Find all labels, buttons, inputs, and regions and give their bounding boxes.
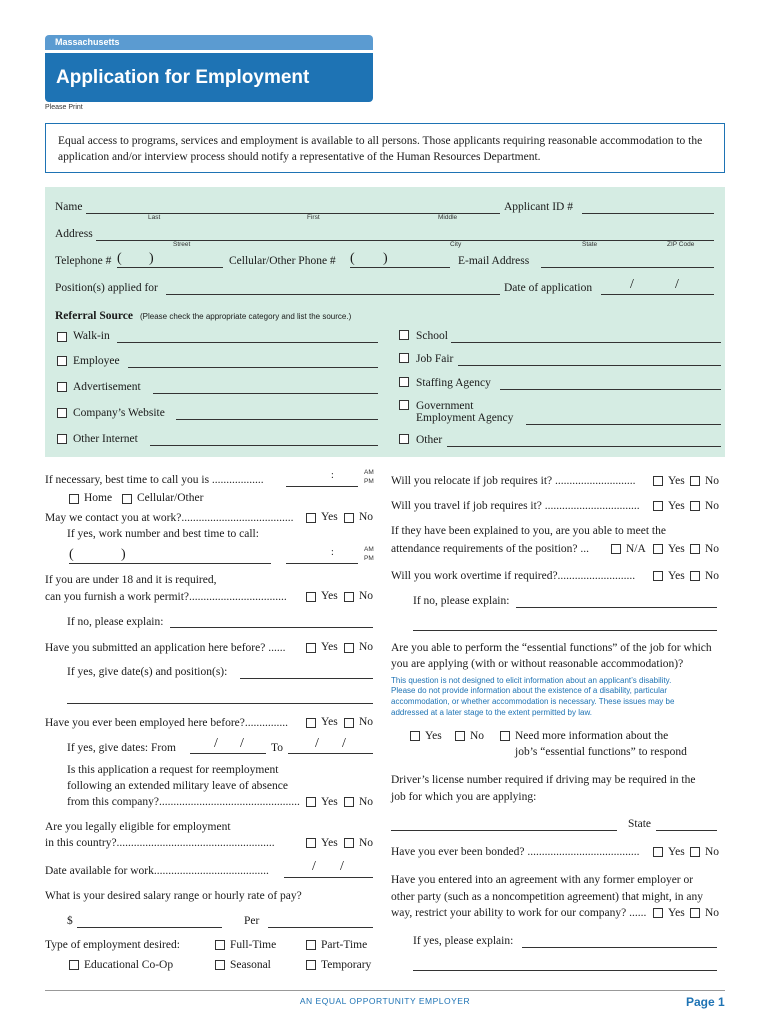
work-permit-yes-checkbox[interactable] <box>306 592 316 602</box>
overtime-no-checkbox[interactable] <box>690 571 700 581</box>
bonded-no-checkbox[interactable] <box>690 847 700 857</box>
middle-label: Middle <box>438 214 458 221</box>
employed-before-label: Have you ever been employed here before?............... <box>45 717 288 729</box>
form-title: Application for Employment <box>45 53 373 102</box>
attendance-yes-checkbox[interactable] <box>653 544 663 554</box>
overtime-yes-checkbox[interactable] <box>653 571 663 581</box>
internet-label: Other Internet <box>73 433 138 445</box>
government-label: Government <box>416 400 474 412</box>
permit-if-no-label: If no, please explain: <box>67 616 164 628</box>
agreement-label-2: other party (such as a noncompetition agreement) that might, in any <box>391 891 704 903</box>
relocate-no-checkbox[interactable] <box>690 476 700 486</box>
contact-work-no-checkbox[interactable] <box>344 513 354 523</box>
date-application-label: Date of application <box>504 282 593 294</box>
submitted-dates-field-2[interactable] <box>67 703 373 704</box>
full-time-checkbox[interactable] <box>215 940 225 950</box>
date-slash-2: / <box>675 277 679 292</box>
from-slash-2: / <box>240 736 244 751</box>
jobfair-label: Job Fair <box>416 353 454 365</box>
reemployment-no-label: No <box>359 796 374 808</box>
eligible-no-label: No <box>359 837 374 849</box>
agreement-yes-checkbox[interactable] <box>653 908 663 918</box>
government-field[interactable] <box>526 424 721 425</box>
work-permit-no-checkbox[interactable] <box>344 592 354 602</box>
full-time-label: Full-Time <box>230 939 277 951</box>
telephone-field[interactable] <box>117 267 223 268</box>
license-state-field[interactable] <box>656 830 717 831</box>
pm-label-2: PM <box>364 555 374 562</box>
work-paren-close: ) <box>121 547 126 562</box>
walkin-checkbox[interactable] <box>57 332 67 342</box>
essential-no-label: No <box>470 730 485 742</box>
travel-no-checkbox[interactable] <box>690 501 700 511</box>
need-info-label-2: job’s “essential functions” to respond <box>515 746 687 758</box>
telephone-label: Telephone # <box>55 255 112 267</box>
best-time-field[interactable] <box>286 486 358 487</box>
agreement-no-label: No <box>705 907 720 919</box>
state-label: Massachusetts <box>45 35 373 50</box>
contact-work-yes-checkbox[interactable] <box>306 513 316 523</box>
cellular-field[interactable] <box>350 267 450 268</box>
advertisement-field[interactable] <box>153 393 378 394</box>
contact-work-yes-label: Yes <box>321 511 338 523</box>
dollar-label: $ <box>67 915 73 927</box>
employed-to-field[interactable] <box>288 753 373 754</box>
please-print-label: Please Print <box>45 104 83 111</box>
cellular-label: Cellular/Other Phone # <box>229 255 336 267</box>
seasonal-checkbox[interactable] <box>215 960 225 970</box>
employee-label: Employee <box>73 355 120 367</box>
submitted-if-yes-label: If yes, give date(s) and position(s): <box>67 666 228 678</box>
disclaimer-line-2: Please do not provide information about the existence of a disability, particular <box>391 686 668 695</box>
essential-yes-checkbox[interactable] <box>410 731 420 741</box>
employed-dates-label: If yes, give dates: From <box>67 742 176 754</box>
eligible-label-1: Are you legally eligible for employment <box>45 821 231 833</box>
reemployment-no-checkbox[interactable] <box>344 797 354 807</box>
equal-access-notice: Equal access to programs, services and employment is available to all persons. Those applicants requiring reasonable accommodation to the application and/or interview process should notify a representative of the Human Resources Department. <box>45 123 725 173</box>
school-checkbox[interactable] <box>399 330 409 340</box>
position-label: Position(s) applied for <box>55 282 158 294</box>
cellular-other-label: Cellular/Other <box>137 492 204 504</box>
applicant-id-field[interactable] <box>582 213 714 214</box>
advertisement-label: Advertisement <box>73 381 141 393</box>
license-number-field[interactable] <box>391 830 617 831</box>
overtime-explain-field-2[interactable] <box>413 630 717 631</box>
state-label-addr: State <box>582 241 598 248</box>
school-field[interactable] <box>451 342 721 343</box>
overtime-yes-label: Yes <box>668 570 685 582</box>
agreement-label-3: way, restrict your ability to work for our company? ...... <box>391 907 647 919</box>
per-label: Per <box>244 915 260 927</box>
need-info-label-1: Need more information about the <box>515 730 669 742</box>
attendance-label-2: attendance requirements of the position? ... <box>391 543 589 555</box>
other-field[interactable] <box>447 446 721 447</box>
staffing-field[interactable] <box>500 389 721 390</box>
under18-label-2: can you furnish a work permit?.................................. <box>45 591 287 603</box>
salary-label: What is your desired salary range or hourly rate of pay? <box>45 890 302 902</box>
attendance-no-checkbox[interactable] <box>690 544 700 554</box>
submitted-yes-checkbox[interactable] <box>306 643 316 653</box>
cellular-checkbox[interactable] <box>122 494 132 504</box>
temporary-checkbox[interactable] <box>306 960 316 970</box>
coop-label: Educational Co-Op <box>84 959 174 971</box>
temporary-label: Temporary <box>321 959 372 971</box>
website-label: Company’s Website <box>73 407 165 419</box>
bonded-label: Have you ever been bonded? ....................................... <box>391 846 640 858</box>
work-paren-open: ( <box>69 547 74 562</box>
overtime-explain-field[interactable] <box>516 607 717 608</box>
last-label: Last <box>148 214 161 221</box>
street-label: Street <box>173 241 191 248</box>
disclaimer-line-3: accommodation, or whether accommodation is necessary. These issues may be <box>391 697 675 706</box>
reemployment-label-1: Is this application a request for reemployment <box>67 764 279 776</box>
eoe-footer: AN EQUAL OPPORTUNITY EMPLOYER <box>299 996 471 1006</box>
avail-slash-1: / <box>312 859 316 874</box>
to-slash-2: / <box>342 736 346 751</box>
license-label-1: Driver’s license number required if driving may be required in the <box>391 774 696 786</box>
type-employment-label: Type of employment desired: <box>45 939 180 951</box>
employed-from-field[interactable] <box>190 753 266 754</box>
home-label: Home <box>84 492 113 504</box>
overtime-if-no-label: If no, please explain: <box>413 595 510 607</box>
page-number: Page 1 <box>686 995 725 1009</box>
date-available-label: Date available for work........................................ <box>45 865 269 877</box>
agreement-if-yes-label: If yes, please explain: <box>413 935 514 947</box>
relocate-label: Will you relocate if job requires it? ............................ <box>391 475 636 487</box>
other-label: Other <box>416 434 443 446</box>
bonded-yes-label: Yes <box>668 846 685 858</box>
submitted-no-checkbox[interactable] <box>344 643 354 653</box>
employed-yes-checkbox[interactable] <box>306 718 316 728</box>
relocate-yes-checkbox[interactable] <box>653 476 663 486</box>
disclaimer-line-1: This question is not designed to elicit information about an applicant’s disability. <box>391 676 672 685</box>
overtime-no-label: No <box>705 570 720 582</box>
submitted-yes-label: Yes <box>321 641 338 653</box>
to-slash-1: / <box>315 736 319 751</box>
salary-amount-field[interactable] <box>77 927 222 928</box>
contact-work-no-label: No <box>359 511 374 523</box>
submitted-before-label: Have you submitted an application here before? ...... <box>45 642 286 654</box>
applicant-info-panel <box>45 187 725 457</box>
part-time-checkbox[interactable] <box>306 940 316 950</box>
reemployment-yes-label: Yes <box>321 796 338 808</box>
referral-hint: (Please check the appropriate category and list the source.) <box>140 312 352 321</box>
work-time-field[interactable] <box>286 563 358 564</box>
cellular-paren-open: ( <box>350 251 355 266</box>
coop-checkbox[interactable] <box>69 960 79 970</box>
employed-no-label: No <box>359 716 374 728</box>
email-label: E-mail Address <box>458 255 530 267</box>
reemployment-label-3: from this company?................................................. <box>67 796 300 808</box>
travel-no-label: No <box>705 500 720 512</box>
eligible-yes-label: Yes <box>321 837 338 849</box>
attendance-yes-label: Yes <box>668 543 685 555</box>
submitted-no-label: No <box>359 641 374 653</box>
avail-slash-2: / <box>340 859 344 874</box>
walkin-label: Walk-in <box>73 330 110 342</box>
essential-label-1: Are you able to perform the “essential functions” of the job for which <box>391 642 712 654</box>
home-checkbox[interactable] <box>69 494 79 504</box>
essential-label-2: you are applying (with or without reasonable accommodation)? <box>391 658 684 670</box>
employed-no-checkbox[interactable] <box>344 718 354 728</box>
need-info-checkbox[interactable] <box>500 731 510 741</box>
reemployment-yes-checkbox[interactable] <box>306 797 316 807</box>
under18-label-1: If you are under 18 and it is required, <box>45 574 217 586</box>
cellular-paren-close: ) <box>383 251 388 266</box>
referral-title: Referral Source <box>55 310 134 322</box>
bonded-no-label: No <box>705 846 720 858</box>
relocate-no-label: No <box>705 475 720 487</box>
attendance-label-1: If they have been explained to you, are you able to meet the <box>391 525 666 537</box>
work-number-field[interactable] <box>69 563 271 564</box>
essential-yes-label: Yes <box>425 730 442 742</box>
date-slash-1: / <box>630 277 634 292</box>
license-state-label: State <box>628 818 651 830</box>
address-label: Address <box>55 228 93 240</box>
name-label: Name <box>55 201 83 213</box>
city-label: City <box>450 241 462 248</box>
footer-divider <box>45 990 725 991</box>
attendance-na-label: N/A <box>626 543 646 555</box>
part-time-label: Part-Time <box>321 939 368 951</box>
agreement-label-1: Have you entered into an agreement with any former employer or <box>391 874 694 886</box>
date-available-field[interactable] <box>284 877 373 878</box>
am-label-1: AM <box>364 469 374 476</box>
attendance-na-checkbox[interactable] <box>611 544 621 554</box>
internet-checkbox[interactable] <box>57 434 67 444</box>
travel-yes-label: Yes <box>668 500 685 512</box>
school-label: School <box>416 330 448 342</box>
permit-explain-field[interactable] <box>170 627 373 628</box>
employee-field[interactable] <box>128 367 378 368</box>
employee-checkbox[interactable] <box>57 356 67 366</box>
employment-agency-label: Employment Agency <box>416 412 514 424</box>
best-time-colon: : <box>331 470 334 481</box>
advertisement-checkbox[interactable] <box>57 382 67 392</box>
to-label: To <box>271 742 283 754</box>
applicant-id-label: Applicant ID # <box>504 201 573 213</box>
from-slash-1: / <box>214 736 218 751</box>
employed-yes-label: Yes <box>321 716 338 728</box>
work-permit-no-label: No <box>359 590 374 602</box>
other-checkbox[interactable] <box>399 434 409 444</box>
date-application-field[interactable] <box>601 294 714 295</box>
relocate-yes-label: Yes <box>668 475 685 487</box>
if-yes-work-label: If yes, work number and best time to call: <box>67 528 259 540</box>
government-checkbox[interactable] <box>399 400 409 410</box>
work-time-colon: : <box>331 547 334 558</box>
license-label-2: job for which you are applying: <box>391 791 537 803</box>
telephone-paren-open: ( <box>117 251 122 266</box>
walkin-field[interactable] <box>117 342 378 343</box>
jobfair-checkbox[interactable] <box>399 353 409 363</box>
overtime-label: Will you work overtime if required?........................... <box>391 570 636 582</box>
website-field[interactable] <box>176 419 378 420</box>
am-label-2: AM <box>364 546 374 553</box>
travel-yes-checkbox[interactable] <box>653 501 663 511</box>
reemployment-label-2: following an extended military leave of absence <box>67 780 288 792</box>
staffing-label: Staffing Agency <box>416 377 491 389</box>
best-time-label: If necessary, best time to call you is .................. <box>45 474 264 486</box>
position-field[interactable] <box>166 294 500 295</box>
contact-work-label: May we contact you at work?....................................... <box>45 512 294 524</box>
first-label: First <box>307 214 320 221</box>
eligible-label-2: in this country?....................................................... <box>45 837 275 849</box>
zip-label: ZIP Code <box>667 241 695 248</box>
telephone-paren-close: ) <box>149 251 154 266</box>
eligible-yes-checkbox[interactable] <box>306 838 316 848</box>
eligible-no-checkbox[interactable] <box>344 838 354 848</box>
disclaimer-line-4: addressed at a later stage to the extent permitted by law. <box>391 708 593 717</box>
agreement-explain-field[interactable] <box>522 947 717 948</box>
attendance-no-label: No <box>705 543 720 555</box>
bonded-yes-checkbox[interactable] <box>653 847 663 857</box>
agreement-yes-label: Yes <box>668 907 685 919</box>
jobfair-field[interactable] <box>458 365 721 366</box>
salary-per-field[interactable] <box>268 927 373 928</box>
submitted-dates-field[interactable] <box>240 678 373 679</box>
agreement-no-checkbox[interactable] <box>690 908 700 918</box>
work-permit-yes-label: Yes <box>321 590 338 602</box>
email-field[interactable] <box>541 267 714 268</box>
staffing-checkbox[interactable] <box>399 377 409 387</box>
agreement-explain-field-2[interactable] <box>413 970 717 971</box>
website-checkbox[interactable] <box>57 408 67 418</box>
essential-no-checkbox[interactable] <box>455 731 465 741</box>
travel-label: Will you travel if job requires it? ................................. <box>391 500 640 512</box>
internet-field[interactable] <box>150 445 378 446</box>
seasonal-label: Seasonal <box>230 959 271 971</box>
pm-label-1: PM <box>364 478 374 485</box>
